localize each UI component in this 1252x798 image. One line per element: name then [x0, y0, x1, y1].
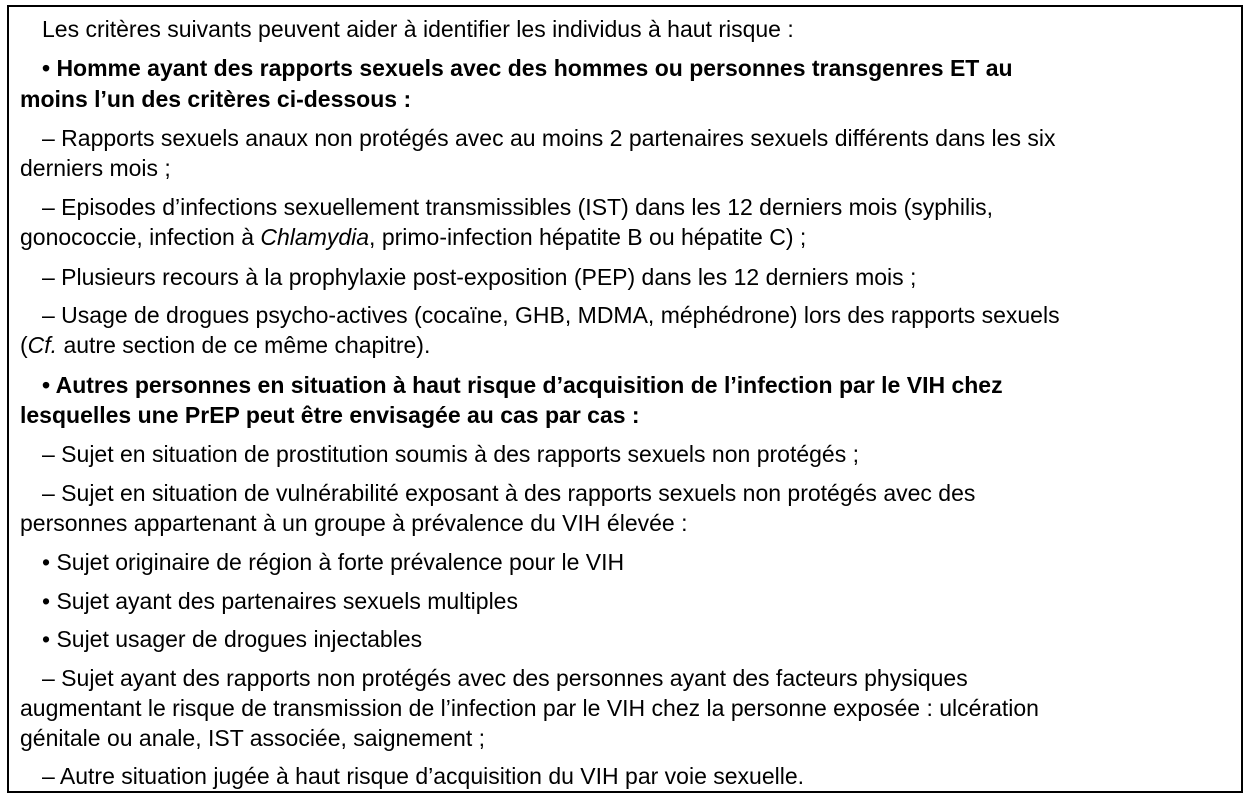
section1-item4-text-a: (: [20, 332, 28, 358]
section1-item4-text-b: autre section de ce même chapitre).: [57, 332, 431, 358]
section2-heading-line2: lesquelles une PrEP peut être envisagée au cas par cas :: [20, 402, 640, 428]
section2-item3-line2: augmentant le risque de transmission de l’infection par le VIH chez la personne exposée : ulcération: [20, 695, 1039, 721]
section1-item2-line1: – Episodes d’infections sexuellement transmissibles (IST) dans les 12 derniers mois (syphilis,: [42, 194, 994, 220]
section1-heading-line1: • Homme ayant des rapports sexuels avec des hommes ou personnes transgenres ET au: [42, 55, 1013, 81]
intro-text: Les critères suivants peuvent aider à identifier les individus à haut risque :: [42, 16, 794, 42]
section2-item1: – Sujet en situation de prostitution soumis à des rapports sexuels non protégés ;: [42, 441, 859, 467]
section2-subitem2: • Sujet ayant des partenaires sexuels multiples: [42, 588, 518, 614]
section2-subitem1: • Sujet originaire de région à forte prévalence pour le VIH: [42, 549, 625, 575]
section1-item2-text-b: , primo-infection hépatite B ou hépatite C) ;: [369, 224, 807, 250]
section2-item2-line1: – Sujet en situation de vulnérabilité exposant à des rapports sexuels non protégés avec des: [42, 480, 976, 506]
section1-item1-line1: – Rapports sexuels anaux non protégés avec au moins 2 partenaires sexuels différents dans les six: [42, 125, 1056, 151]
section1-item3: – Plusieurs recours à la prophylaxie post-exposition (PEP) dans les 12 derniers mois ;: [42, 264, 917, 290]
cf-abbreviation: Cf.: [27, 332, 58, 358]
section2-item3-line3: génitale ou anale, IST associée, saignement ;: [20, 725, 485, 751]
section2-heading-line1: • Autres personnes en situation à haut risque d’acquisition de l’infection par le VIH chez: [42, 372, 1003, 398]
section1-item4-line2: [20, 331, 1235, 359]
section1-item1-line2: derniers mois ;: [20, 155, 171, 181]
section1-item2-line2: [20, 223, 1235, 251]
section2-item2-line2: personnes appartenant à un groupe à prévalence du VIH élevée :: [20, 510, 688, 536]
criteria-box: [7, 5, 1243, 793]
section1-item4-line1: – Usage de drogues psycho-actives (cocaïne, GHB, MDMA, méphédrone) lors des rapports sexuels: [42, 302, 1060, 328]
section1-heading-line2: moins l’un des critères ci-dessous :: [20, 86, 412, 112]
section1-item2-text-a: gonococcie, infection à: [20, 224, 261, 250]
section2-subitem3: • Sujet usager de drogues injectables: [42, 626, 423, 652]
section2-item4: – Autre situation jugée à haut risque d’acquisition du VIH par voie sexuelle.: [42, 763, 805, 789]
section2-item3-line1: – Sujet ayant des rapports non protégés avec des personnes ayant des facteurs physiques: [42, 665, 968, 691]
chlamydia-term: Chlamydia: [260, 224, 370, 250]
